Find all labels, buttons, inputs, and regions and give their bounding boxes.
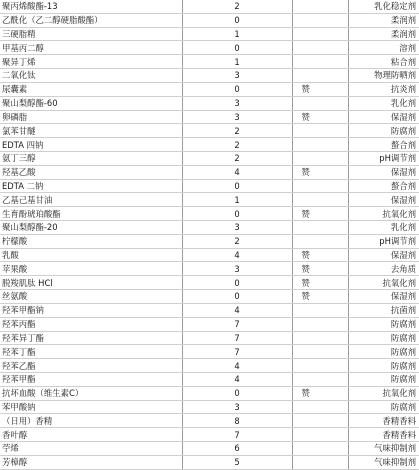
- table-row: [0, 151, 419, 165]
- recommend-mark-cell: [292, 13, 348, 27]
- ingredient-name-cell: 羟苯丁酯: [0, 345, 182, 359]
- function-cell: 螯合剂: [348, 179, 419, 193]
- safety-score-cell: 4: [182, 303, 292, 317]
- safety-score-cell: 1: [182, 55, 292, 69]
- table-row: [0, 138, 419, 152]
- ingredient-name-cell: EDTA 四钠: [0, 138, 182, 152]
- ingredient-name-cell: 甲基丙二醇: [0, 41, 182, 55]
- ingredient-name-cell: 柠檬酸: [0, 234, 182, 248]
- safety-score-cell: 0: [182, 386, 292, 400]
- safety-score-cell: 7: [182, 345, 292, 359]
- recommend-mark-cell: 赞: [292, 276, 348, 290]
- safety-score-cell: 3: [182, 96, 292, 110]
- table-row: [0, 428, 419, 442]
- safety-score-cell: 7: [182, 317, 292, 331]
- safety-score-cell: 1: [182, 27, 292, 41]
- function-cell: 去角质: [348, 262, 419, 276]
- recommend-mark-cell: [292, 331, 348, 345]
- function-cell: 粘合剂: [348, 55, 419, 69]
- function-cell: 抗菌剂: [348, 303, 419, 317]
- function-cell: 乳化剂: [348, 96, 419, 110]
- ingredient-name-cell: 乙酰化（乙二醇硬脂酸酯）: [0, 13, 182, 27]
- recommend-mark-cell: [292, 0, 348, 13]
- table-row: [0, 69, 419, 83]
- table-row: [0, 27, 419, 41]
- table-row: [0, 386, 419, 400]
- safety-score-cell: 4: [182, 372, 292, 386]
- recommend-mark-cell: [292, 372, 348, 386]
- recommend-mark-cell: [292, 151, 348, 165]
- recommend-mark-cell: 赞: [292, 110, 348, 124]
- safety-score-cell: 0: [182, 41, 292, 55]
- ingredient-name-cell: 脱羧肌肽 HCl: [0, 276, 182, 290]
- safety-score-cell: 4: [182, 359, 292, 373]
- ingredient-name-cell: 羟基乙酸: [0, 165, 182, 179]
- safety-score-cell: 7: [182, 331, 292, 345]
- function-cell: 抗氧化剂: [348, 207, 419, 221]
- table-row: [0, 262, 419, 276]
- ingredient-name-cell: 尿囊素: [0, 82, 182, 96]
- recommend-mark-cell: 赞: [292, 290, 348, 304]
- table-row: [0, 290, 419, 304]
- safety-score-cell: 7: [182, 428, 292, 442]
- safety-score-cell: 0: [182, 179, 292, 193]
- ingredient-name-cell: 氯苯甘醚: [0, 124, 182, 138]
- ingredient-name-cell: 苹果酸: [0, 262, 182, 276]
- safety-score-cell: 2: [182, 124, 292, 138]
- table-row: [0, 193, 419, 207]
- ingredient-name-cell: 氨丁三醇: [0, 151, 182, 165]
- recommend-mark-cell: [292, 124, 348, 138]
- ingredient-name-cell: 羟苯丙酯: [0, 317, 182, 331]
- function-cell: 抗氧化剂: [348, 386, 419, 400]
- safety-score-cell: 2: [182, 151, 292, 165]
- function-cell: 气味抑制剂: [348, 455, 419, 469]
- recommend-mark-cell: 赞: [292, 165, 348, 179]
- recommend-mark-cell: 赞: [292, 207, 348, 221]
- recommend-mark-cell: [292, 193, 348, 207]
- function-cell: 防腐剂: [348, 359, 419, 373]
- recommend-mark-cell: [292, 96, 348, 110]
- function-cell: 抗炎剂: [348, 82, 419, 96]
- recommend-mark-cell: [292, 345, 348, 359]
- function-cell: 保湿剂: [348, 193, 419, 207]
- function-cell: 螯合剂: [348, 138, 419, 152]
- function-cell: 柔润剂: [348, 27, 419, 41]
- table-row: [0, 234, 419, 248]
- function-cell: 防腐剂: [348, 400, 419, 414]
- ingredient-name-cell: 乙基己基甘油: [0, 193, 182, 207]
- function-cell: 保湿剂: [348, 110, 419, 124]
- ingredient-name-cell: 苯甲酸钠: [0, 400, 182, 414]
- function-cell: 保湿剂: [348, 290, 419, 304]
- safety-score-cell: 3: [182, 262, 292, 276]
- table-row: [0, 317, 419, 331]
- table-row: [0, 345, 419, 359]
- recommend-mark-cell: [292, 179, 348, 193]
- function-cell: 保湿剂: [348, 248, 419, 262]
- ingredient-name-cell: 苧烯: [0, 442, 182, 456]
- table-row: [0, 82, 419, 96]
- function-cell: pH调节剂: [348, 151, 419, 165]
- safety-score-cell: 0: [182, 207, 292, 221]
- safety-score-cell: 4: [182, 248, 292, 262]
- table-row: [0, 359, 419, 373]
- function-cell: 防腐剂: [348, 317, 419, 331]
- table-row: [0, 331, 419, 345]
- safety-score-cell: 5: [182, 455, 292, 469]
- recommend-mark-cell: [292, 303, 348, 317]
- safety-score-cell: 0: [182, 82, 292, 96]
- safety-score-cell: 1: [182, 193, 292, 207]
- table-row: [0, 207, 419, 221]
- recommend-mark-cell: [292, 442, 348, 456]
- table-row: [0, 41, 419, 55]
- recommend-mark-cell: 赞: [292, 262, 348, 276]
- ingredient-name-cell: EDTA 二钠: [0, 179, 182, 193]
- ingredient-name-cell: 聚丙烯酸酯-13: [0, 0, 182, 13]
- safety-score-cell: 2: [182, 234, 292, 248]
- table-row: [0, 55, 419, 69]
- ingredient-name-cell: 聚山梨醇酯-20: [0, 221, 182, 235]
- recommend-mark-cell: [292, 234, 348, 248]
- recommend-mark-cell: 赞: [292, 82, 348, 96]
- table-row: [0, 124, 419, 138]
- safety-score-cell: 3: [182, 69, 292, 83]
- safety-score-cell: 3: [182, 110, 292, 124]
- recommend-mark-cell: [292, 400, 348, 414]
- recommend-mark-cell: 赞: [292, 386, 348, 400]
- ingredient-name-cell: 芳樟醇: [0, 455, 182, 469]
- recommend-mark-cell: 赞: [292, 248, 348, 262]
- safety-score-cell: 0: [182, 13, 292, 27]
- table-row: [0, 442, 419, 456]
- table-row: [0, 179, 419, 193]
- ingredient-name-cell: 乳酸: [0, 248, 182, 262]
- ingredient-name-cell: 三硬脂精: [0, 27, 182, 41]
- function-cell: 防腐剂: [348, 372, 419, 386]
- safety-score-cell: 2: [182, 0, 292, 13]
- table-row: [0, 13, 419, 27]
- safety-score-cell: 4: [182, 165, 292, 179]
- recommend-mark-cell: [292, 455, 348, 469]
- table-row: [0, 165, 419, 179]
- table-row: [0, 400, 419, 414]
- safety-score-cell: 3: [182, 400, 292, 414]
- ingredient-name-cell: 羟苯甲酯钠: [0, 303, 182, 317]
- safety-score-cell: 2: [182, 138, 292, 152]
- ingredient-name-cell: 聚山梨醇酯-60: [0, 96, 182, 110]
- function-cell: 柔润剂: [348, 13, 419, 27]
- ingredient-name-cell: （日用）香精: [0, 414, 182, 428]
- ingredient-name-cell: 抗坏血酸（维生素C）: [0, 386, 182, 400]
- recommend-mark-cell: [292, 27, 348, 41]
- table-row: [0, 248, 419, 262]
- ingredient-name-cell: 羟苯甲酯: [0, 372, 182, 386]
- function-cell: 防腐剂: [348, 345, 419, 359]
- function-cell: 乳化稳定剂: [348, 0, 419, 13]
- ingredient-name-cell: 生育酚琥珀酸酯: [0, 207, 182, 221]
- safety-score-cell: 0: [182, 290, 292, 304]
- table-row: [0, 455, 419, 469]
- function-cell: 香精香料: [348, 428, 419, 442]
- safety-score-cell: 8: [182, 414, 292, 428]
- function-cell: 乳化剂: [348, 221, 419, 235]
- ingredient-name-cell: 羟苯异丁酯: [0, 331, 182, 345]
- ingredient-name-cell: 二氧化钛: [0, 69, 182, 83]
- recommend-mark-cell: [292, 55, 348, 69]
- recommend-mark-cell: [292, 359, 348, 373]
- recommend-mark-cell: [292, 428, 348, 442]
- ingredient-name-cell: 羟苯乙酯: [0, 359, 182, 373]
- function-cell: 抗氧化剂: [348, 276, 419, 290]
- safety-score-cell: 6: [182, 442, 292, 456]
- table-row: [0, 0, 419, 13]
- table-row: [0, 110, 419, 124]
- function-cell: 香精香料: [348, 414, 419, 428]
- function-cell: pH调节剂: [348, 234, 419, 248]
- recommend-mark-cell: [292, 414, 348, 428]
- ingredient-name-cell: 聚异丁烯: [0, 55, 182, 69]
- table-row: [0, 414, 419, 428]
- table-row: [0, 221, 419, 235]
- function-cell: 溶剂: [348, 41, 419, 55]
- safety-score-cell: 3: [182, 221, 292, 235]
- table-row: [0, 276, 419, 290]
- function-cell: 防腐剂: [348, 124, 419, 138]
- ingredient-name-cell: 丝氨酸: [0, 290, 182, 304]
- table-row: [0, 372, 419, 386]
- table-row: [0, 96, 419, 110]
- ingredient-name-cell: 香叶醇: [0, 428, 182, 442]
- function-cell: 气味抑制剂: [348, 442, 419, 456]
- function-cell: 防腐剂: [348, 331, 419, 345]
- table-row: [0, 303, 419, 317]
- function-cell: 物理防晒剂: [348, 69, 419, 83]
- safety-score-cell: 0: [182, 276, 292, 290]
- ingredient-name-cell: 卵磷脂: [0, 110, 182, 124]
- recommend-mark-cell: [292, 221, 348, 235]
- recommend-mark-cell: [292, 41, 348, 55]
- recommend-mark-cell: [292, 317, 348, 331]
- function-cell: 保湿剂: [348, 165, 419, 179]
- recommend-mark-cell: [292, 138, 348, 152]
- recommend-mark-cell: [292, 69, 348, 83]
